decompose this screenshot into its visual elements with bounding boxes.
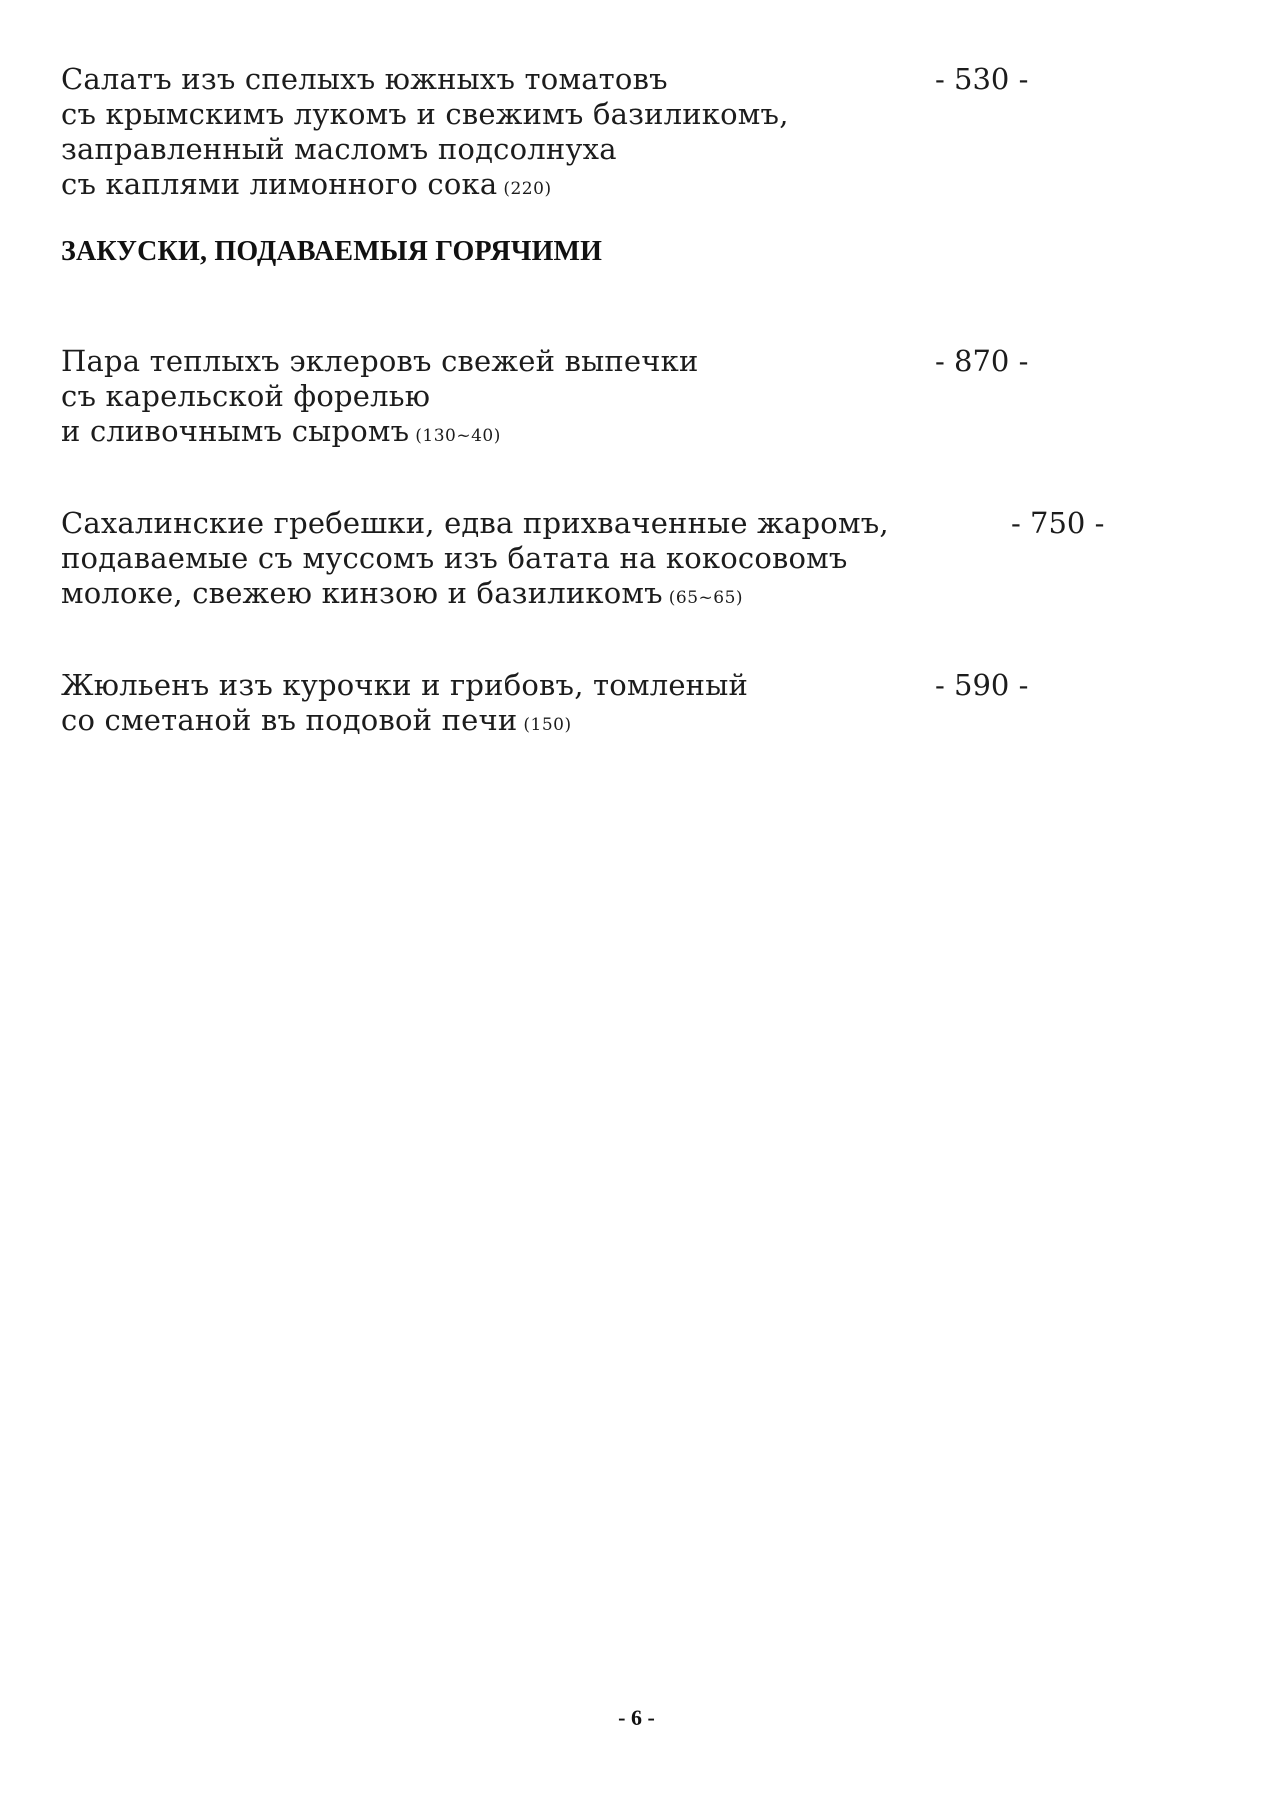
menu-item-eclairs <box>61 344 1211 454</box>
description-line: Пара теплыхъ эклеровъ свежей выпечки <box>61 344 699 378</box>
description-line-last <box>61 414 1211 454</box>
description-line-text: и сливочнымъ сыромъ <box>61 414 410 448</box>
description-line-last <box>61 576 1211 616</box>
description-line-last <box>61 703 1211 743</box>
description-line: подаваемые съ муссомъ изъ батата на кокосовомъ <box>61 541 848 575</box>
menu-item-scallops <box>61 506 1211 616</box>
description-line-last <box>61 167 1211 207</box>
menu-item-price: - 530 - <box>935 62 1029 96</box>
description-line: съ карельской форелью <box>61 379 431 413</box>
portion-weight: (150) <box>523 715 572 735</box>
menu-item-tomato-salad <box>61 62 1211 207</box>
menu-item-price: - 750 - <box>1011 506 1105 540</box>
description-line-text: молоке, свежею кинзою и базиликомъ <box>61 576 663 610</box>
menu-item-julienne <box>61 668 1211 743</box>
menu-item-price: - 870 - <box>935 344 1029 378</box>
section-title: ЗАКУСКИ, ПОДАВАЕМЫЯ ГОРЯЧИМИ <box>61 236 603 267</box>
menu-item-description <box>61 668 1211 743</box>
portion-weight: (220) <box>503 179 552 199</box>
menu-item-description <box>61 344 1211 454</box>
portion-weight: (130~40) <box>415 426 501 446</box>
description-line: Сахалинские гребешки, едва прихваченные жаромъ, <box>61 506 889 540</box>
menu-item-description <box>61 62 1211 207</box>
description-line: заправленный масломъ подсолнуха <box>61 132 617 166</box>
page-number: - 6 - <box>618 1705 655 1730</box>
menu-item-price: - 590 - <box>935 668 1029 702</box>
description-line: съ крымскимъ лукомъ и свежимъ базиликомъ, <box>61 97 789 131</box>
description-line: Салатъ изъ спелыхъ южныхъ томатовъ <box>61 62 668 96</box>
portion-weight: (65~65) <box>668 588 744 608</box>
description-line: Жюльенъ изъ курочки и грибовъ, томленый <box>61 668 749 702</box>
description-line-text: со сметаной въ подовой печи <box>61 703 518 737</box>
description-line-text: съ каплями лимонного сока <box>61 167 498 201</box>
